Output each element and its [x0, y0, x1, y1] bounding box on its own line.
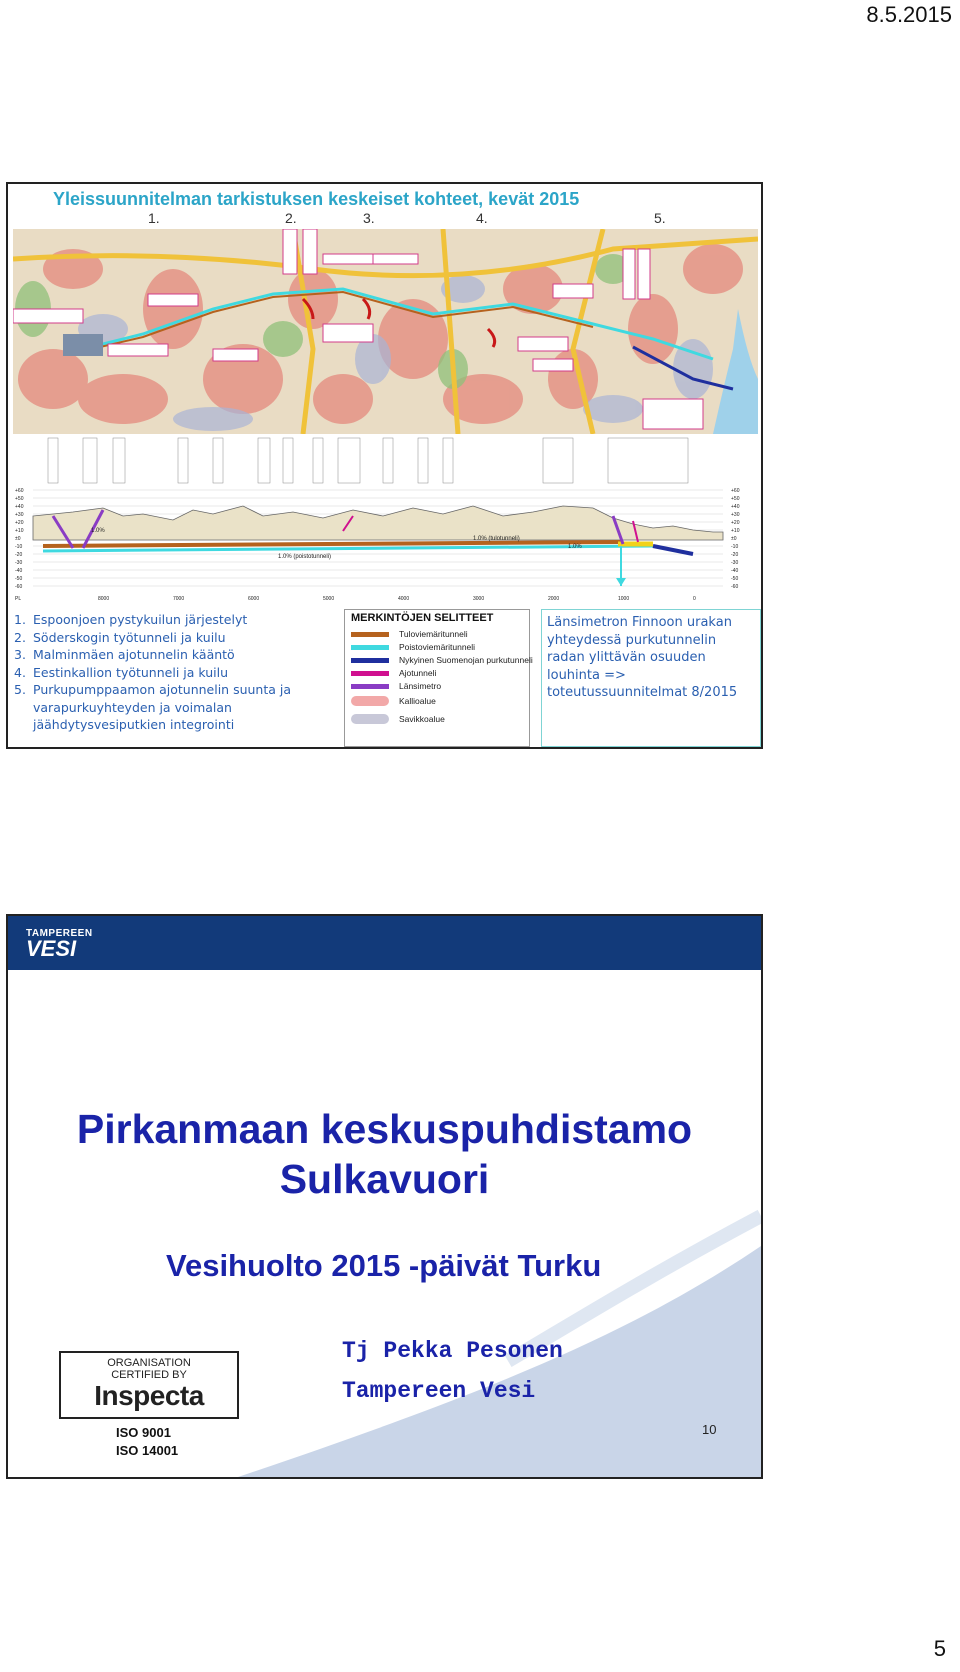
svg-text:1.0% (poistotunneli): 1.0% (poistotunneli) [278, 554, 332, 560]
svg-text:+60: +60 [15, 488, 24, 494]
svg-text:8000: 8000 [98, 596, 110, 602]
list-item: 1. Espoonjoen pystykuilun järjestelyt [14, 612, 248, 627]
svg-text:1.0%: 1.0% [91, 528, 105, 534]
presentation-subtitle: Vesihuolto 2015 -päivät Turku [166, 1248, 602, 1283]
svg-text:+30: +30 [731, 512, 740, 518]
svg-text:+40: +40 [15, 504, 24, 510]
list-item: 2. Söderskogin työtunneli ja kuilu [14, 629, 226, 645]
iso-certifications: ISO 9001 ISO 14001 [116, 1425, 179, 1458]
marker-2: 2. [285, 210, 297, 226]
svg-text:-10: -10 [15, 544, 23, 550]
slide-general-plan [6, 182, 763, 749]
svg-text:+50: +50 [15, 496, 24, 502]
svg-text:±0: ±0 [15, 536, 21, 542]
page-number: 5 [933, 1636, 946, 1661]
list-item: 4. Eestinkallion työtunneli ja kuilu [14, 664, 229, 680]
slide1-title: Yleissuunnitelman tarkistuksen keskeiset kohteet, kevät 2015 [53, 189, 580, 209]
legend-item: Nykyinen Suomenojan purkutunneli [351, 655, 533, 665]
legend-item: Kallioalue [351, 696, 436, 706]
list-item: 5. Purkupumppaamon ajotunnelin suunta ja varapurkuyhteyden ja voimalan jäähdytysvesiputkien integrointi [14, 682, 292, 732]
tampereen-vesi-logo: TAMPEREEN VESI [26, 928, 93, 961]
svg-text:1000: 1000 [618, 596, 630, 602]
svg-text:+50: +50 [731, 496, 740, 502]
svg-text:±0: ±0 [731, 536, 737, 542]
marker-5: 5. [654, 210, 666, 226]
legend-item: Poistoviemäritunneli [351, 642, 475, 652]
metro-note: Länsimetron Finnoon urakan yhteydessä purkutunnelin radan ylittävän osuuden louhinta => toteutussuunnitelmat 8/2015 [541, 609, 761, 747]
svg-text:+30: +30 [15, 512, 24, 518]
svg-text:-60: -60 [731, 584, 739, 590]
svg-text:-50: -50 [15, 576, 23, 582]
svg-text:3000: 3000 [473, 596, 485, 602]
svg-text:-40: -40 [15, 568, 23, 574]
slide-title [6, 914, 763, 1479]
svg-text:1.0% (tulotunneli): 1.0% (tulotunneli) [473, 536, 520, 542]
svg-text:+10: +10 [731, 528, 740, 534]
tunnel-route-map [13, 229, 758, 434]
legend-item: Tuloviemäritunneli [351, 629, 468, 639]
legend-title: MERKINTÖJEN SELITTEET [351, 612, 494, 624]
svg-text:PL: PL [15, 596, 22, 602]
page-date: 8.5.2015 [866, 2, 952, 27]
svg-text:+10: +10 [15, 528, 24, 534]
legend-item: Länsimetro [351, 681, 441, 691]
marker-4: 4. [476, 210, 488, 226]
svg-text:1.0%: 1.0% [568, 544, 582, 550]
svg-text:7000: 7000 [173, 596, 185, 602]
svg-text:-20: -20 [731, 552, 739, 558]
svg-text:0: 0 [693, 596, 696, 602]
svg-text:-30: -30 [15, 560, 23, 566]
svg-text:2000: 2000 [548, 596, 560, 602]
svg-text:-60: -60 [15, 584, 23, 590]
inspecta-certification-logo: ORGANISATION CERTIFIED BY Inspecta [59, 1351, 239, 1419]
tunnel-longitudinal-profile [13, 436, 758, 604]
revision-item-list [14, 611, 319, 734]
svg-text:-10: -10 [731, 544, 739, 550]
legend-item: Savikkoalue [351, 714, 445, 724]
slide-header-bar [8, 916, 761, 970]
svg-text:+60: +60 [731, 488, 740, 494]
treatment-plant [63, 334, 103, 356]
slide-number: 10 [702, 1422, 717, 1437]
svg-text:-40: -40 [731, 568, 739, 574]
marker-1: 1. [148, 210, 160, 226]
svg-text:+40: +40 [731, 504, 740, 510]
map-legend [344, 609, 533, 747]
location-markers [8, 210, 763, 230]
list-item: 3. Malminmäen ajotunnelin kääntö [14, 647, 235, 662]
presenter: Tj Pekka Pesonen Tampereen Vesi [342, 1338, 563, 1404]
svg-text:-20: -20 [15, 552, 23, 558]
legend-item: Ajotunneli [351, 668, 436, 678]
svg-text:6000: 6000 [248, 596, 260, 602]
svg-text:4000: 4000 [398, 596, 410, 602]
marker-3: 3. [363, 210, 375, 226]
svg-text:-30: -30 [731, 560, 739, 566]
svg-text:+20: +20 [731, 520, 740, 526]
svg-text:5000: 5000 [323, 596, 335, 602]
svg-text:-50: -50 [731, 576, 739, 582]
presentation-title: Pirkanmaan keskuspuhdistamo Sulkavuori [76, 1106, 693, 1202]
svg-text:+20: +20 [15, 520, 24, 526]
